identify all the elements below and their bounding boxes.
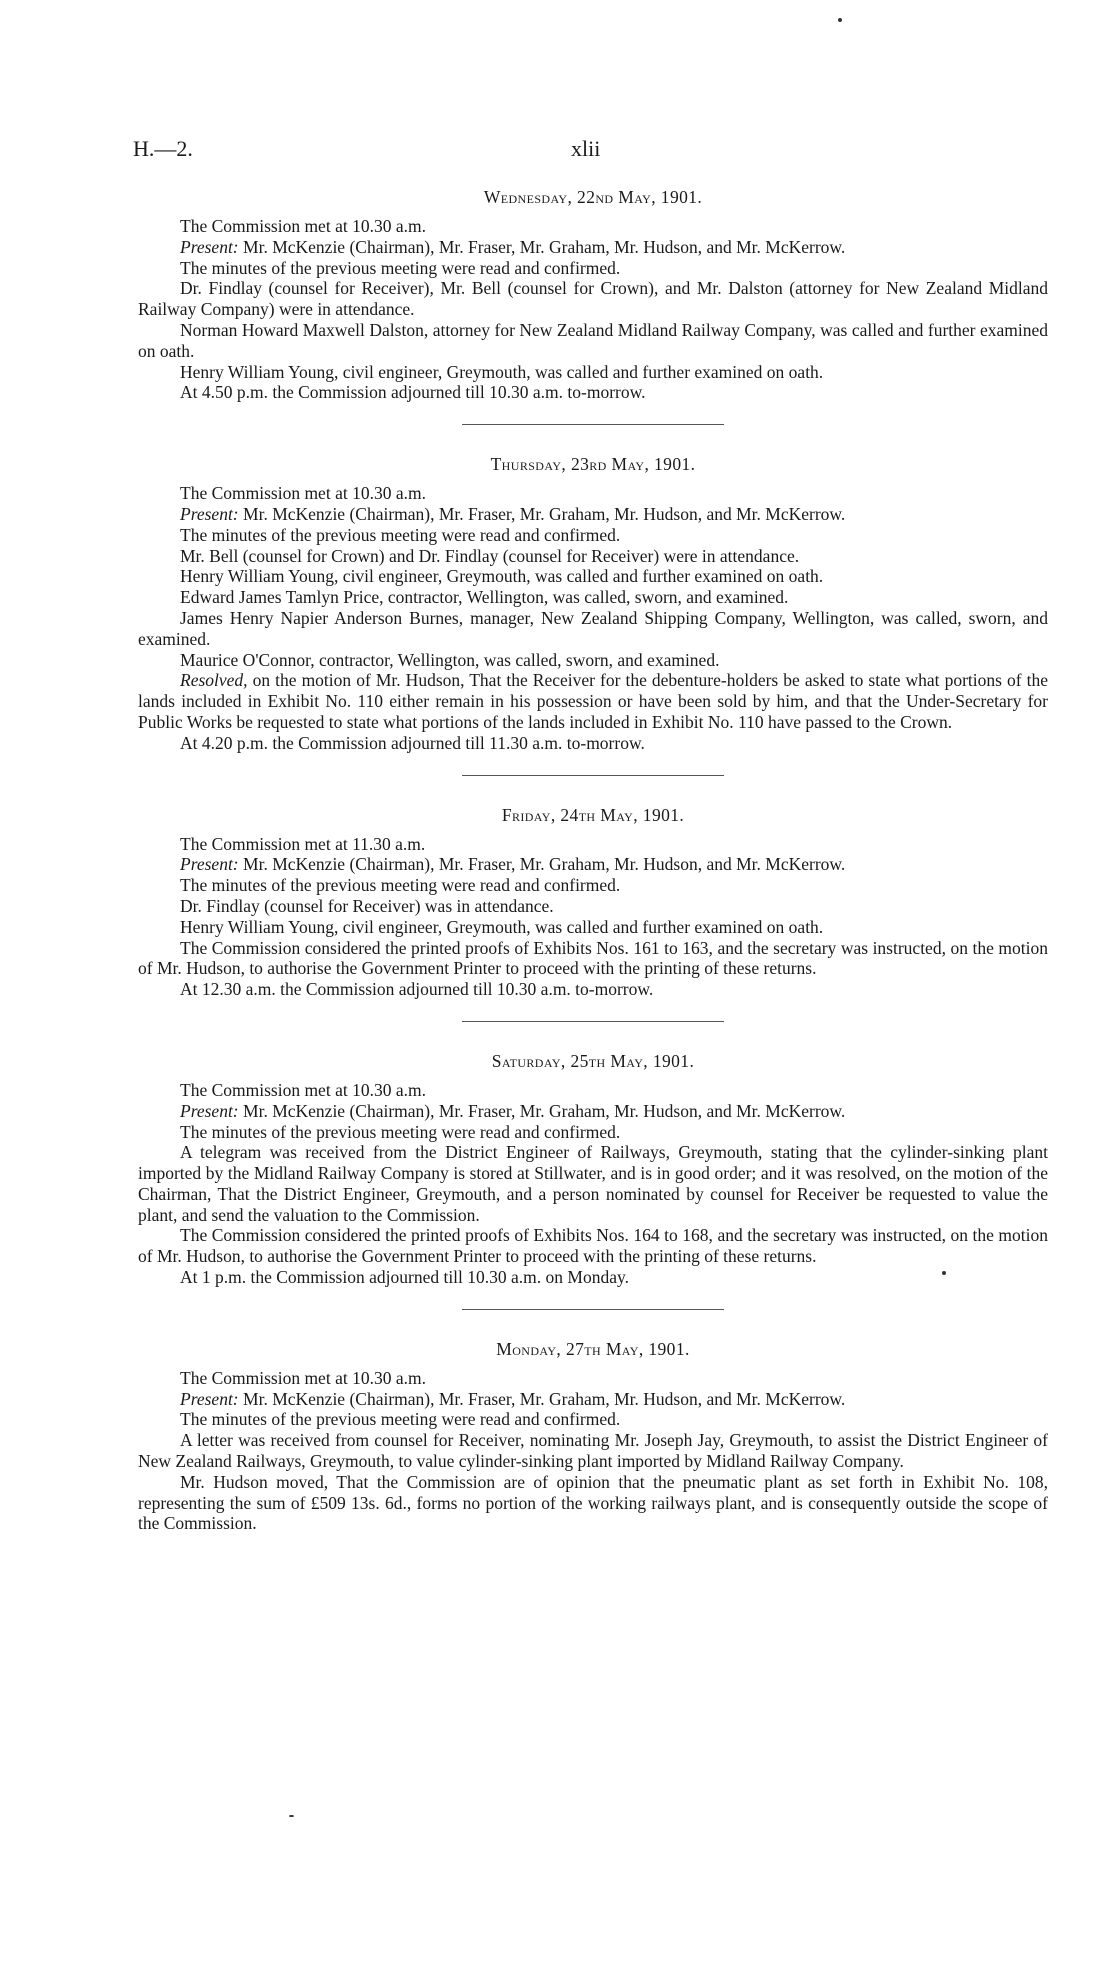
minutes-paragraph [138, 320, 1048, 362]
paragraph-text: Mr. McKenzie (Chairman), Mr. Fraser, Mr. Graham, Mr. Hudson, and Mr. McKerrow. [238, 1100, 846, 1121]
paragraph-text: The Commission considered the printed proofs of Exhibits Nos. 161 to 163, and the secretary was instructed, on the motion of Mr. Hudson, to authorise the Government Printer to proceed with the printing of these returns. [138, 937, 1048, 979]
paragraph-text: The Commission met at 11.30 a.m. [180, 833, 426, 854]
minutes-paragraph [138, 258, 1048, 279]
paragraph-text: A letter was received from counsel for Receiver, nominating Mr. Joseph Jay, Greymouth, to assist the District Engineer of New Zealand Railways, Greymouth, to value cylinder-sinking plant imported by Midland Railway Company. [138, 1430, 1048, 1472]
paragraph-text: The Commission met at 10.30 a.m. [180, 216, 426, 236]
section-divider [462, 1021, 724, 1022]
paragraph-text: At 1 p.m. the Commission adjourned till 10.30 a.m. on Monday. [180, 1267, 629, 1288]
minutes-paragraph [138, 917, 1048, 938]
minutes-paragraph [138, 1472, 1048, 1534]
report-reference: H.—2. [133, 136, 193, 161]
minutes-paragraph [138, 1101, 1048, 1122]
paragraph-text: Dr. Findlay (counsel for Receiver) was in attendance. [180, 895, 554, 916]
minutes-paragraph [138, 1368, 1048, 1389]
paragraph-text: The minutes of the previous meeting were read and confirmed. [180, 257, 621, 278]
meeting-date-heading: Friday, 24th May, 1901. [501, 804, 685, 825]
print-speck [289, 1815, 294, 1817]
paragraph-text: Edward James Tamlyn Price, contractor, Wellington, was called, sworn, and examined. [180, 587, 789, 608]
paragraph-text: The Commission considered the printed proofs of Exhibits Nos. 164 to 168, and the secretary was instructed, on the motion of Mr. Hudson, to authorise the Government Printer to proceed with the printing of these returns. [138, 1225, 1048, 1267]
minutes-paragraph [138, 733, 1048, 754]
print-speck [942, 1271, 946, 1275]
minutes-paragraph [138, 587, 1048, 608]
paragraph-text: A telegram was received from the District Engineer of Railways, Greymouth, stating that the cylinder-sinking plant imported by the Midland Railway Company is stored at Stillwater, and is in good order; and it was resolved, on the motion of the Chairman, That the District Engineer, Greymouth, and a person nominated by counsel for Receiver be requested to value the plant, and send the valuation to the Commission. [138, 1142, 1048, 1225]
minutes-paragraph [138, 875, 1048, 896]
paragraph-text: The Commission met at 10.30 a.m. [180, 1367, 426, 1388]
paragraph-text: At 4.20 p.m. the Commission adjourned till 11.30 a.m. to-morrow. [180, 732, 645, 753]
paragraph-text: The minutes of the previous meeting were read and confirmed. [180, 524, 621, 545]
minutes-paragraph [138, 525, 1048, 546]
section-divider [462, 775, 724, 776]
meeting-section [138, 186, 1048, 403]
minutes-paragraph [138, 1142, 1048, 1225]
paragraph-text: The minutes of the previous meeting were read and confirmed. [180, 875, 621, 896]
paragraph-text: Henry William Young, civil engineer, Greymouth, was called and further examined on oath. [180, 566, 824, 587]
paragraph-text: The minutes of the previous meeting were read and confirmed. [180, 1409, 621, 1430]
minutes-paragraph [138, 979, 1048, 1000]
meeting-section [138, 453, 1048, 753]
paragraph-text: Mr. McKenzie (Chairman), Mr. Fraser, Mr. Graham, Mr. Hudson, and Mr. McKerrow. [238, 854, 846, 875]
minutes-paragraph [138, 546, 1048, 567]
minutes-paragraph [138, 1267, 1048, 1288]
minutes-paragraph [138, 834, 1048, 855]
minutes-paragraph [138, 896, 1048, 917]
paragraph-text: Mr. Bell (counsel for Crown) and Dr. Findlay (counsel for Receiver) were in attendance. [180, 545, 800, 566]
minutes-paragraph [138, 608, 1048, 650]
paragraph-text: At 4.50 p.m. the Commission adjourned till 10.30 a.m. to-morrow. [180, 382, 646, 403]
minutes-paragraph [138, 854, 1048, 875]
paragraph-lead: Resolved, [180, 670, 248, 691]
paragraph-text: on the motion of Mr. Hudson, That the Receiver for the debenture-holders be asked to state what portions of the lands included in Exhibit No. 110 either remain in his possession or have been sold by him, and that the Under-Secretary for Public Works be requested to state what portions of the lands included in Exhibit No. 110 have passed to the Crown. [138, 670, 1048, 732]
minutes-paragraph [138, 237, 1048, 258]
paragraph-text: Mr. McKenzie (Chairman), Mr. Fraser, Mr. Graham, Mr. Hudson, and Mr. McKerrow. [238, 236, 846, 257]
paragraph-text: Dr. Findlay (counsel for Receiver), Mr. Bell (counsel for Crown), and Mr. Dalston (attorney for New Zealand Midland Railway Company) were in attendance. [138, 278, 1048, 320]
paragraph-text: The minutes of the previous meeting were read and confirmed. [180, 1121, 621, 1142]
page-number: xlii [571, 136, 601, 161]
minutes-paragraph [138, 278, 1048, 320]
minutes-paragraph [138, 670, 1048, 732]
paragraph-text: At 12.30 a.m. the Commission adjourned till 10.30 a.m. to-morrow. [180, 979, 654, 1000]
paragraph-text: Mr. McKenzie (Chairman), Mr. Fraser, Mr. Graham, Mr. Hudson, and Mr. McKerrow. [238, 1388, 846, 1409]
minutes-paragraph [138, 1225, 1048, 1267]
meeting-date-heading: Thursday, 23rd May, 1901. [490, 454, 696, 475]
minutes-paragraph [138, 650, 1048, 671]
print-speck [838, 18, 842, 22]
minutes-paragraph [138, 566, 1048, 587]
paragraph-text: Norman Howard Maxwell Dalston, attorney for New Zealand Midland Railway Company, was called and further examined on oath. [138, 319, 1048, 361]
minutes-paragraph [138, 938, 1048, 980]
paragraph-lead: Present: [180, 1388, 239, 1409]
paragraph-lead: Present: [180, 236, 239, 257]
minutes-paragraph [138, 382, 1048, 403]
minutes-paragraph [138, 1430, 1048, 1472]
paragraph-text: Henry William Young, civil engineer, Greymouth, was called and further examined on oath. [180, 916, 824, 937]
paragraph-text: Maurice O'Connor, contractor, Wellington, was called, sworn, and examined. [180, 649, 720, 670]
paragraph-text: Mr. Hudson moved, That the Commission are of opinion that the pneumatic plant as set forth in Exhibit No. 108, representing the sum of £509 13s. 6d., forms no portion of the working railways plant, and is consequently outside the scope of the Commission. [138, 1471, 1048, 1534]
meeting-section [138, 1050, 1048, 1288]
minutes-paragraph [138, 504, 1048, 525]
minutes-paragraph [138, 362, 1048, 383]
meeting-section [138, 804, 1048, 1000]
section-divider [462, 1309, 724, 1310]
page-header [133, 136, 1024, 170]
minutes-paragraph [138, 1122, 1048, 1143]
paragraph-text: Henry William Young, civil engineer, Greymouth, was called and further examined on oath. [180, 361, 824, 382]
paragraph-lead: Present: [180, 854, 239, 875]
minutes-paragraph [138, 216, 1048, 237]
minutes-paragraph [138, 1080, 1048, 1101]
meeting-date-heading: Wednesday, 22nd May, 1901. [483, 187, 703, 207]
minutes-paragraph [138, 1389, 1048, 1410]
meeting-section [138, 1338, 1048, 1534]
paragraph-text: James Henry Napier Anderson Burnes, manager, New Zealand Shipping Company, Wellington, was called, sworn, and examined. [138, 607, 1048, 649]
paragraph-text: Mr. McKenzie (Chairman), Mr. Fraser, Mr. Graham, Mr. Hudson, and Mr. McKerrow. [238, 503, 846, 524]
paragraph-lead: Present: [180, 503, 239, 524]
minutes-paragraph [138, 483, 1048, 504]
paragraph-text: The Commission met at 10.30 a.m. [180, 483, 426, 504]
minutes-body [138, 186, 1048, 1534]
paragraph-text: The Commission met at 10.30 a.m. [180, 1079, 426, 1100]
paragraph-lead: Present: [180, 1100, 239, 1121]
section-divider [462, 424, 724, 425]
meeting-date-heading: Saturday, 25th May, 1901. [491, 1050, 695, 1071]
minutes-paragraph [138, 1409, 1048, 1430]
meeting-date-heading: Monday, 27th May, 1901. [496, 1338, 690, 1359]
